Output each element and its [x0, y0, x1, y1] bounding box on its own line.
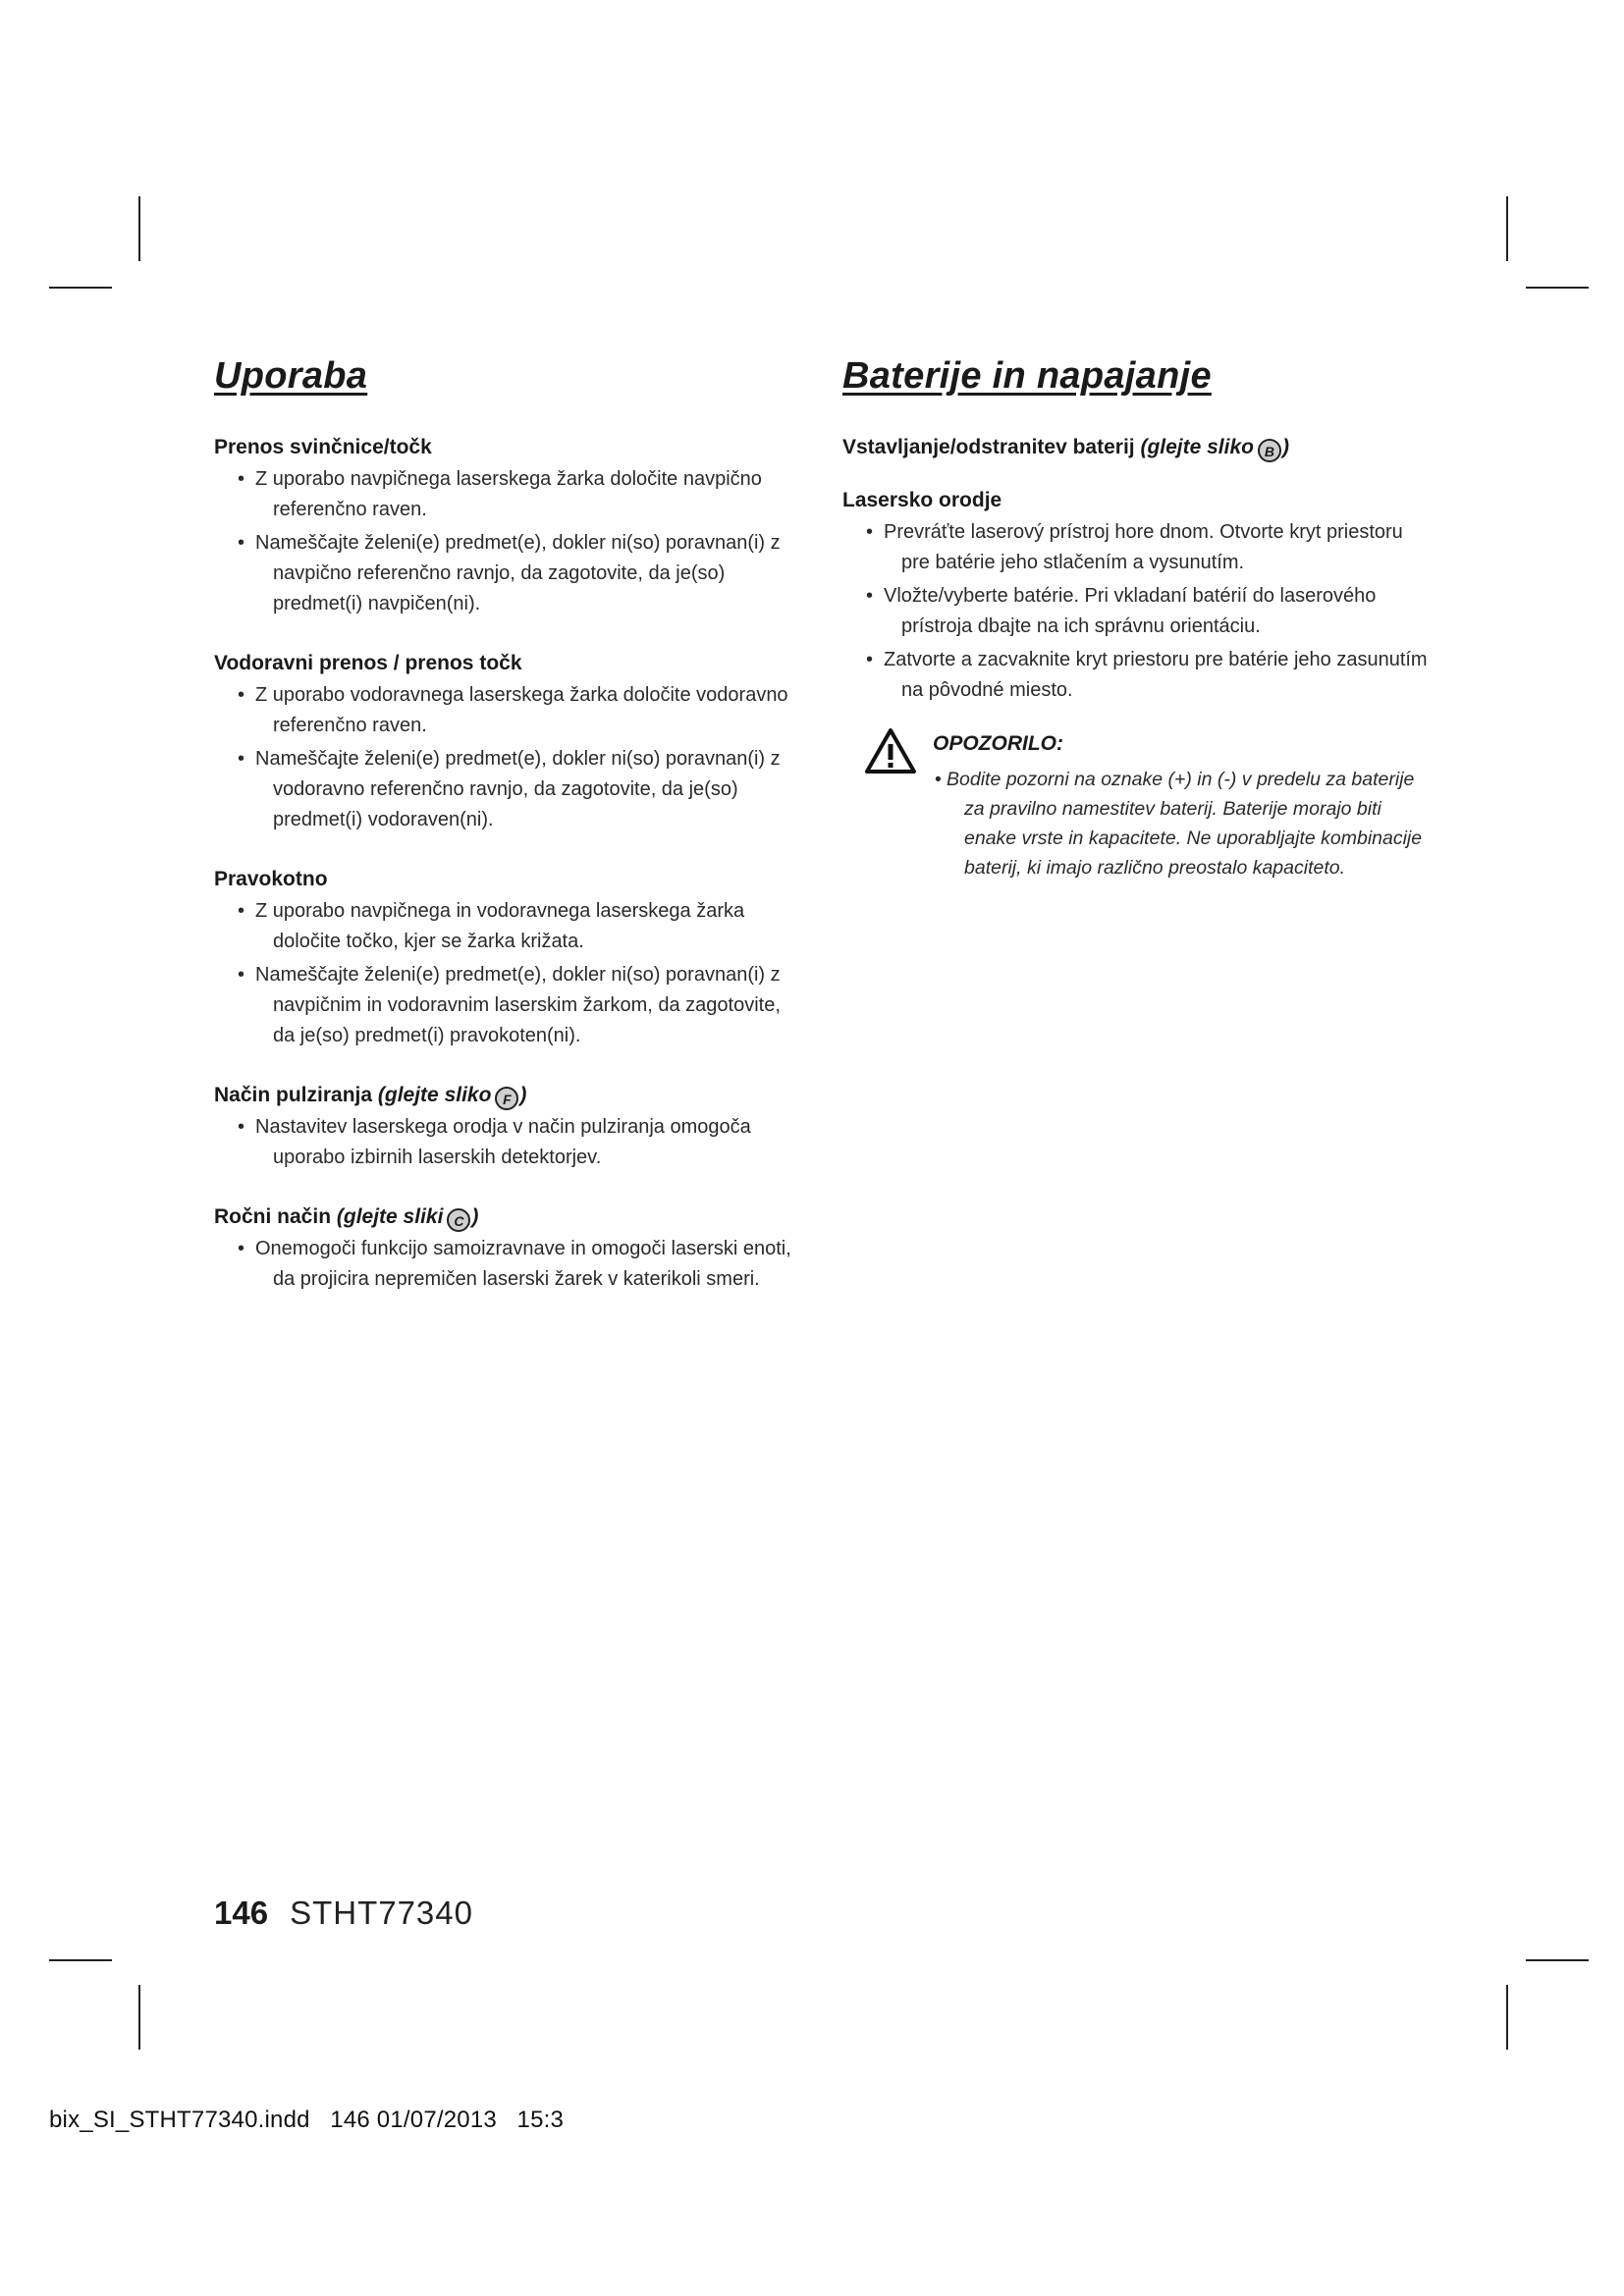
- figure-reference: (glejte sliki: [336, 1205, 444, 1228]
- subheading-plumb-transfer: Prenos svinčnice/točk: [214, 436, 432, 458]
- list-item: • Z uporabo navpičnega laserskega žarka določite navpično referenčno raven.: [214, 464, 803, 525]
- list-item: • Onemogoči funkcijo samoizravnave in omogoči laserski enoti, da projicira nepremičen laserski žarek v katerikoli smeri.: [214, 1234, 803, 1295]
- list-item: • Nastavitev laserskega orodja v način pulziranja omogoča uporabo izbirnih laserskih detektorjev.: [214, 1112, 803, 1173]
- list-item: • Prevráťte laserový prístroj hore dnom. Otvorte kryt priestoru pre batérie jeho stlačením a vysunutím.: [842, 517, 1432, 578]
- battery-install-label: Vstavljanje/odstranitev baterij: [842, 436, 1135, 458]
- list-item: • Nameščajte želeni(e) predmet(e), dokler ni(so) poravnan(i) z navpičnim in vodoravnim laserskim žarkom, da zagotovite, da je(so) predmet(i) pravokoten(ni).: [214, 960, 803, 1051]
- crop-mark: [1506, 1985, 1508, 2050]
- list-item: • Vložte/vyberte batérie. Pri vkladaní batérií do laserového prístroja dbajte na ich správnu orientáciu.: [842, 581, 1432, 642]
- warning-triangle-icon: [864, 727, 917, 774]
- crop-mark: [138, 196, 140, 261]
- figure-reference: (glejte sliko: [377, 1084, 492, 1106]
- list-item: • Nameščajte želeni(e) predmet(e), dokler ni(so) poravnan(i) z navpično referenčno ravnjo, da zagotovite, da je(so) predmet(i) navpičen(ni).: [214, 528, 803, 619]
- crop-mark: [49, 1959, 112, 1961]
- crop-mark: [1526, 287, 1589, 289]
- figure-reference: (glejte sliko: [1140, 436, 1254, 458]
- subheading-square: Pravokotno: [214, 868, 328, 890]
- bullet-list: [214, 1112, 803, 1173]
- manual-mode-label: Ročni način: [214, 1205, 332, 1228]
- pulse-mode-label: Način pulziranja: [214, 1084, 373, 1106]
- subheading-manual-mode: [214, 1202, 803, 1232]
- left-column: [214, 355, 803, 1324]
- list-item: • Z uporabo navpičnega in vodoravnega laserskega žarka določite točko, kjer se žarka križata.: [214, 896, 803, 957]
- figure-reference-close: ): [519, 1084, 527, 1106]
- crop-mark: [1506, 196, 1508, 261]
- figure-letter-badge: C: [447, 1208, 470, 1232]
- list-item: • Z uporabo vodoravnega laserskega žarka določite vodoravno referenčno raven.: [214, 680, 803, 741]
- bullet-list: [214, 464, 803, 619]
- figure-reference-close: ): [1281, 436, 1289, 458]
- print-slug: bix_SI_STHT77340.indd 146 01/07/2013 15:3: [49, 2107, 565, 2133]
- model-number: STHT77340: [290, 1895, 473, 1931]
- warning-text: • Bodite pozorni na oznake (+) in (-) v predelu za baterije za pravilno namestitev baterij. Baterije morajo biti enake vrste in kapacitete. Ne uporabljajte kombinacije baterij, ki imajo različno preostalo kapaciteto.: [933, 765, 1432, 882]
- subheading-pulse-mode: [214, 1081, 803, 1110]
- figure-letter-badge: F: [495, 1087, 518, 1110]
- subheading-battery-install: [842, 433, 1432, 462]
- right-column: [842, 355, 1432, 882]
- bullet-list: [214, 1234, 803, 1295]
- figure-reference-close: ): [471, 1205, 479, 1228]
- section-title-uporaba: Uporaba: [214, 355, 368, 397]
- warning-box: [842, 727, 1432, 882]
- page-number: 146: [214, 1895, 269, 1931]
- crop-mark: [49, 287, 112, 289]
- crop-mark: [138, 1985, 140, 2050]
- subheading-laser-tool: Lasersko orodje: [842, 489, 1002, 511]
- figure-letter-badge: B: [1258, 439, 1281, 462]
- section-title-batteries: Baterije in napajanje: [842, 355, 1212, 397]
- crop-mark: [1526, 1959, 1589, 1961]
- subheading-horizontal-transfer: Vodoravni prenos / prenos točk: [214, 652, 522, 674]
- bullet-list: [842, 517, 1432, 706]
- warning-title: OPOZORILO:: [933, 732, 1063, 755]
- bullet-list: [214, 896, 803, 1051]
- page-footer: [214, 1895, 473, 1932]
- list-item: • Zatvorte a zacvaknite kryt priestoru pre batérie jeho zasunutím na pôvodné miesto.: [842, 645, 1432, 706]
- list-item: • Nameščajte želeni(e) predmet(e), dokler ni(so) poravnan(i) z vodoravno referenčno ravnjo, da zagotovite, da je(so) predmet(i) vodoraven(ni).: [214, 744, 803, 835]
- bullet-list: [214, 680, 803, 835]
